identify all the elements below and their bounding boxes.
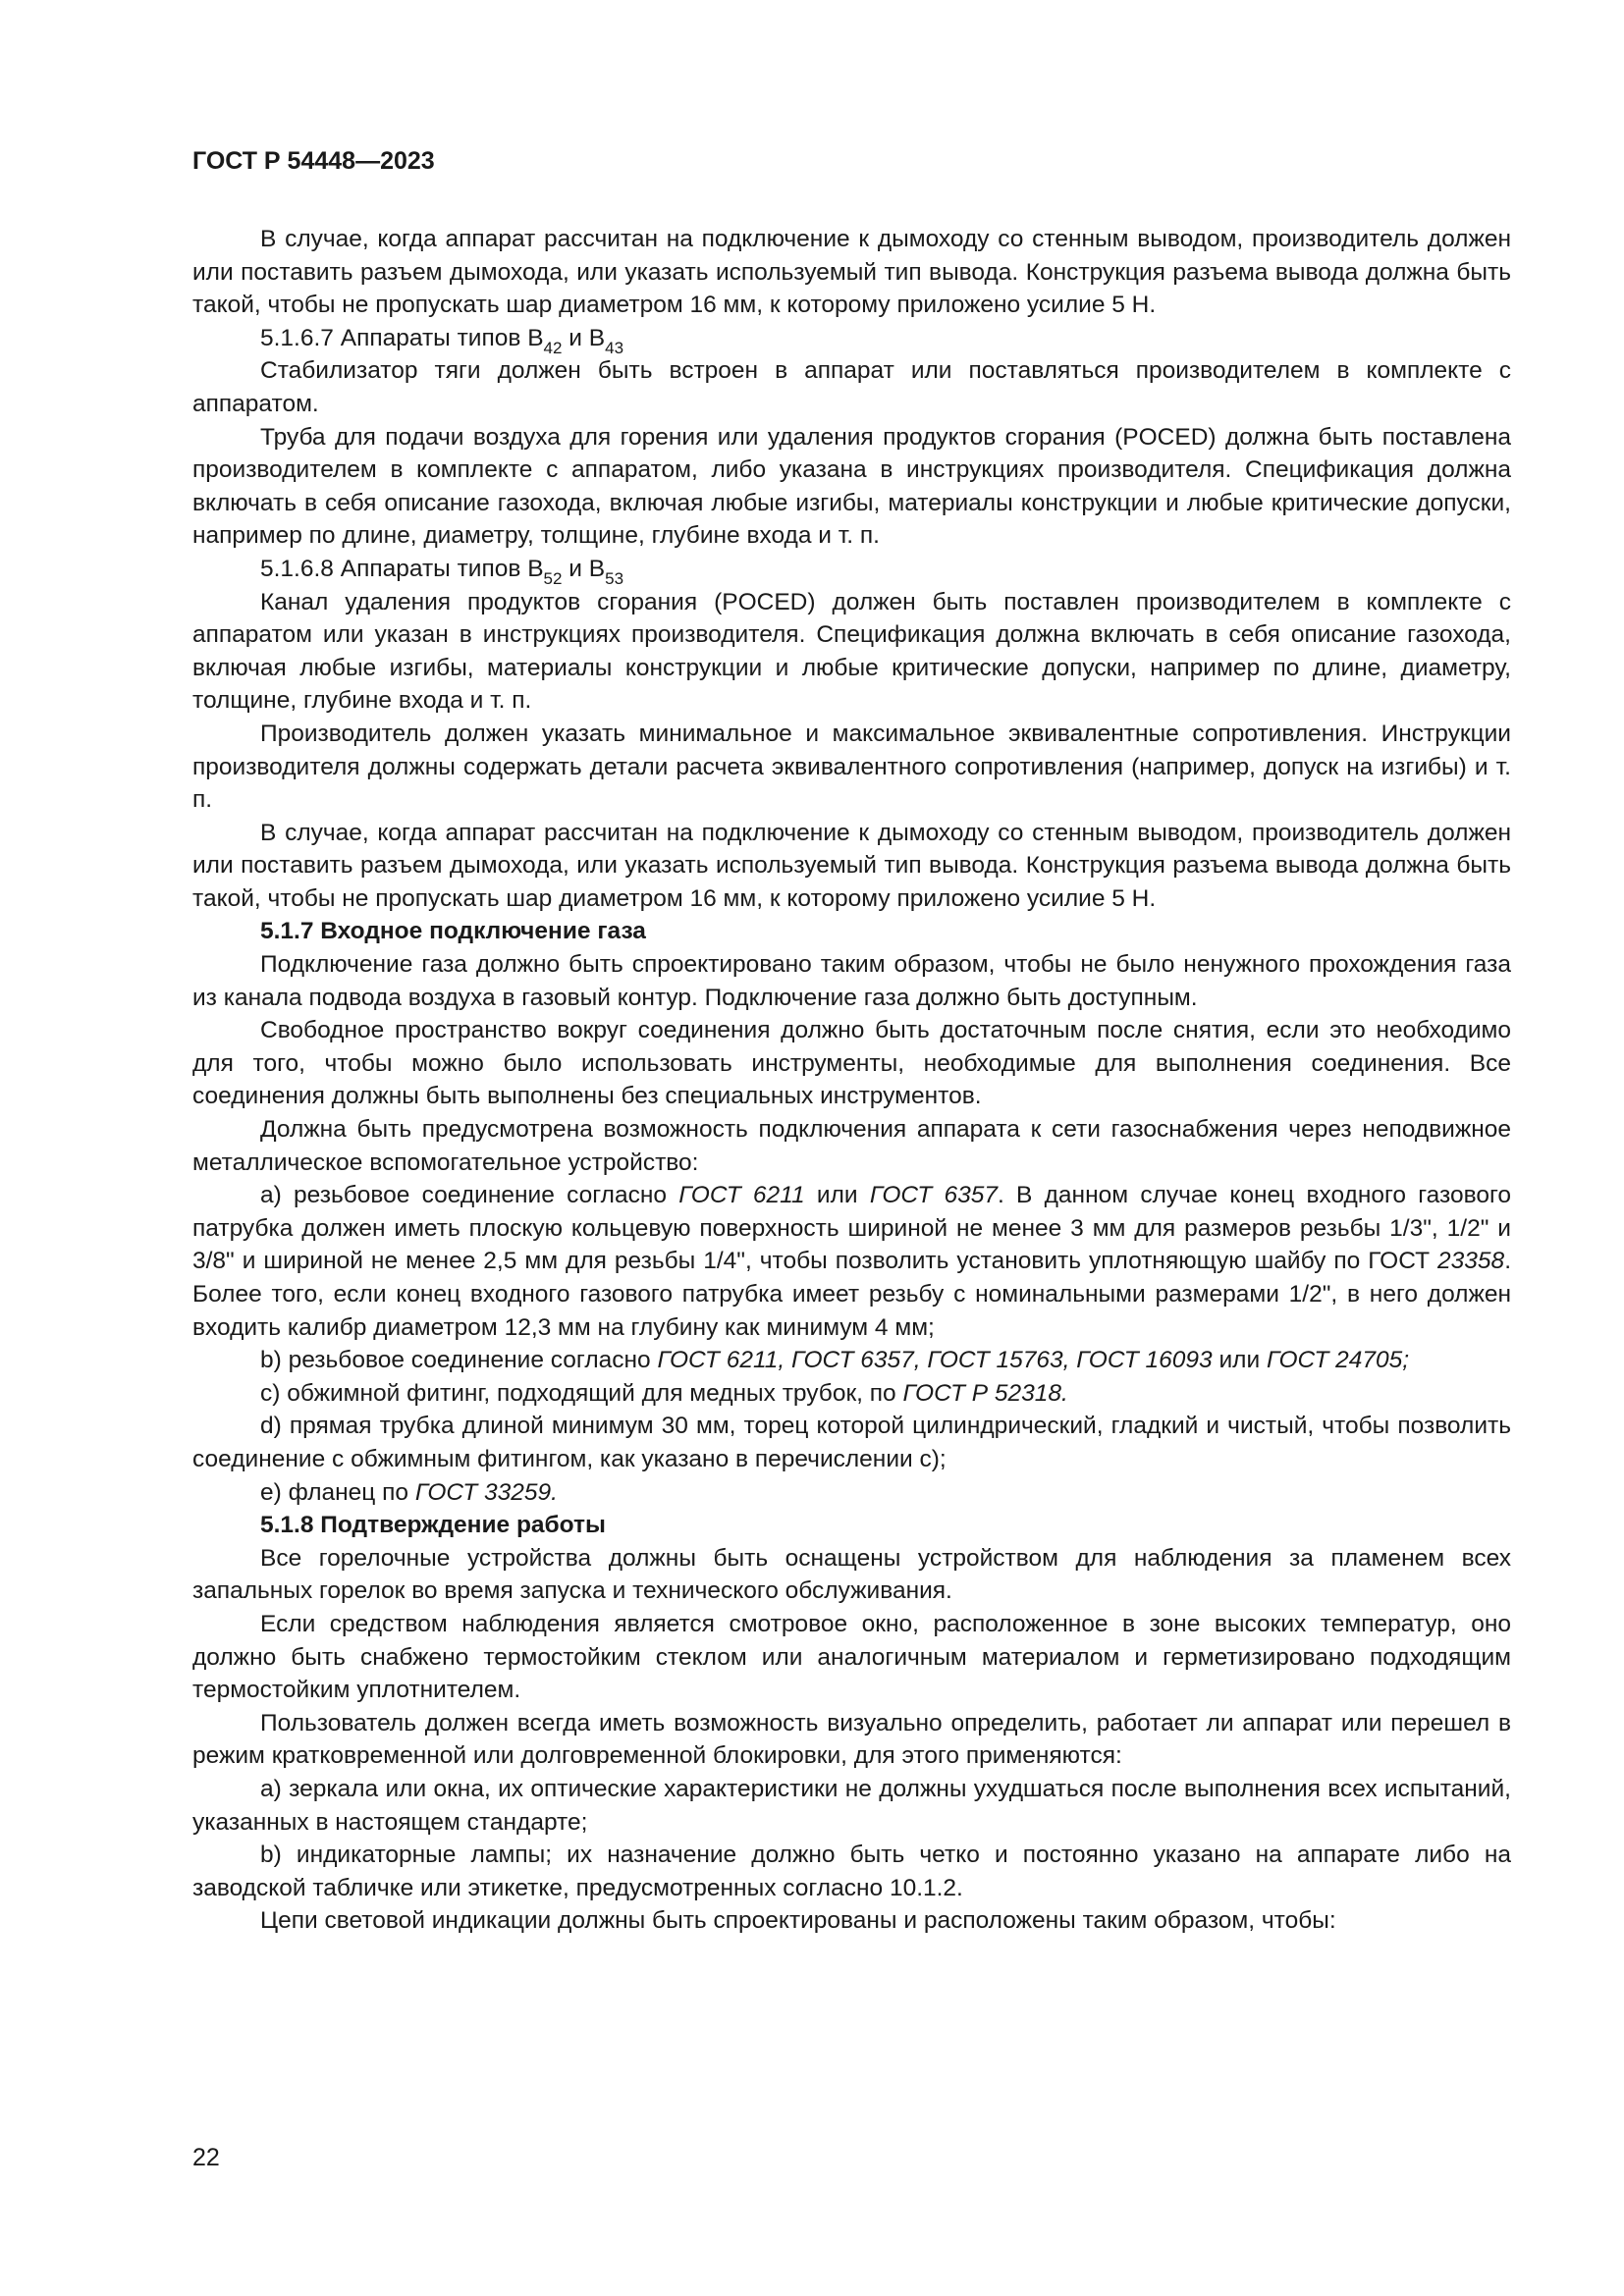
standard-reference: ГОСТ 24705; <box>1266 1347 1410 1374</box>
paragraph: В случае, когда аппарат рассчитан на подключение к дымоходу со стенным выводом, производитель должен или поставить разъем дымохода, или указать используемый тип вывода. Конструкция разъема вывода должна быть такой, чтобы не пропускать шар диаметром 16 мм, к которому приложено усилие 5 Н. <box>192 819 1511 912</box>
paragraph: Канал удаления продуктов сгорания (POCED) должен быть поставлен производителем в комплекте с аппаратом или указан в инструкциях производителя. Спецификация должна включать в себя описание газохода, включая любые изгибы, материалы конструкции и любые критические допуски, например по длине, диаметру, толщине, глубине входа и т. п. <box>192 588 1511 715</box>
subscript: 43 <box>605 338 624 357</box>
list-text: e) фланец по <box>260 1478 415 1506</box>
clause-label: 5.1.6.7 Аппараты типов B <box>260 324 544 351</box>
clause-5-1-6-7 <box>192 322 1511 355</box>
paragraph: Цепи световой индикации должны быть спроектированы и расположены таким образом, чтобы: <box>260 1907 1336 1935</box>
list-item-b <box>192 1344 1511 1377</box>
list-item-b: b) индикаторные лампы; их назначение должно быть четко и постоянно указано на аппарате либо на заводской табличке или этикетке, предусмотренных согласно 10.1.2. <box>192 1842 1511 1901</box>
section-heading-5-1-7: 5.1.7 Входное подключение газа <box>260 918 646 945</box>
subscript: 52 <box>543 568 563 588</box>
list-text: или <box>804 1182 870 1209</box>
list-text: . Более того, если конец входного газового патрубка имеет резьбу с номинальными размерами 1/2", в него должен входить калибр диаметром 12,3 мм на глубину как минимум 4 мм; <box>192 1248 1511 1341</box>
list-item-a: а) зеркала или окна, их оптические характеристики не должны ухудшаться после выполнения всех испытаний, указанных в настоящем стандарте; <box>192 1775 1511 1836</box>
list-item-e <box>192 1476 1511 1510</box>
paragraph: Пользователь должен всегда иметь возможность визуально определить, работает ли аппарат или перешел в режим кратковременной или долговременной блокировки, для этого применяются: <box>192 1709 1511 1770</box>
clause-5-1-6-8 <box>192 553 1511 586</box>
standard-reference: ГОСТ 33259. <box>414 1478 558 1506</box>
paragraph: В случае, когда аппарат рассчитан на подключение к дымоходу со стенным выводом, производитель должен или поставить разъем дымохода, или указать используемый тип вывода. Конструкция разъема вывода должна быть такой, чтобы не пропускать шар диаметром 16 мм, к которому приложено усилие 5 Н. <box>192 226 1511 319</box>
clause-label-and: и B <box>562 555 606 582</box>
paragraph: Производитель должен указать минимальное и максимальное эквивалентные сопротивления. Инструкции производителя должны содержать детали расчета эквивалентного сопротивления (например, допуск на изгибы) и т. п. <box>192 720 1511 814</box>
paragraph: Если средством наблюдения является смотровое окно, расположенное в зоне высоких температур, оно должно быть снабжено термостойким стеклом или аналогичным материалом и герметизировано подходящим термостойким уплотнителем. <box>192 1610 1511 1704</box>
list-item-d: d) прямая трубка длиной минимум 30 мм, торец которой цилиндрический, гладкий и чистый, чтобы позволить соединение с обжимным фитингом, как указано в перечислении с); <box>192 1413 1511 1472</box>
page-number: 22 <box>192 2144 220 2171</box>
section-heading-5-1-8: 5.1.8 Подтверждение работы <box>260 1512 606 1539</box>
standard-reference: ГОСТ Р 52318. <box>902 1379 1068 1407</box>
paragraph: Стабилизатор тяги должен быть встроен в аппарат или поставляться производителем в комплекте с аппаратом. <box>192 357 1511 417</box>
paragraph: Труба для подачи воздуха для горения или удаления продуктов сгорания (POCED) должна быть поставлена производителем в комплекте с аппаратом, либо указана в инструкциях производителя. Спецификация должна включать в себя описание газохода, включая любые изгибы, материалы конструкции и любые критические допуски, например по длине, диаметру, толщине, глубине входа и т. п. <box>192 423 1511 550</box>
paragraph: Должна быть предусмотрена возможность подключения аппарата к сети газоснабжения через неподвижное металлическое вспомогательное устройство: <box>192 1116 1511 1176</box>
list-text: а) резьбовое соединение согласно <box>260 1182 679 1209</box>
paragraph: Подключение газа должно быть спроектировано таким образом, чтобы не было ненужного прохождения газа из канала подвода воздуха в газовый контур. Подключение газа должно быть доступным. <box>192 951 1511 1011</box>
list-item-c <box>192 1377 1511 1411</box>
standard-reference: ГОСТ 6357 <box>869 1182 998 1209</box>
paragraph: Все горелочные устройства должны быть оснащены устройством для наблюдения за пламенем всех запальных горелок во время запуска и технического обслуживания. <box>192 1544 1511 1605</box>
list-item-a <box>192 1179 1511 1344</box>
standard-reference: ГОСТ 6211, ГОСТ 6357, ГОСТ 15763, ГОСТ 16093 <box>657 1347 1213 1374</box>
document-body <box>192 223 1511 1938</box>
subscript: 42 <box>543 338 563 357</box>
document-header: ГОСТ Р 54448—2023 <box>192 147 435 175</box>
clause-label-and: и B <box>562 324 606 351</box>
subscript: 53 <box>605 568 624 588</box>
clause-label: 5.1.6.8 Аппараты типов B <box>260 555 544 582</box>
list-text: b) резьбовое соединение согласно <box>260 1347 658 1374</box>
standard-reference: 23358 <box>1437 1248 1505 1275</box>
list-text: c) обжимной фитинг, подходящий для медных трубок, по <box>260 1379 903 1407</box>
paragraph: Свободное пространство вокруг соединения должно быть достаточным после снятия, если это необходимо для того, чтобы можно было использовать инструменты, необходимые для выполнения соединения. Все соединения должны быть выполнены без специальных инструментов. <box>192 1017 1511 1110</box>
list-text: или <box>1212 1347 1267 1374</box>
list-text: . В данном случае конец входного газового патрубка должен иметь плоскую кольцевую поверхность шириной не менее 3 мм для размеров резьбы 1/3", 1/2" и 3/8" и шириной не менее 2,5 мм для резьбы 1/4", чтобы позволить установить уплотняющую шайбу по ГОСТ <box>192 1182 1511 1275</box>
standard-reference: ГОСТ 6211 <box>678 1182 805 1209</box>
